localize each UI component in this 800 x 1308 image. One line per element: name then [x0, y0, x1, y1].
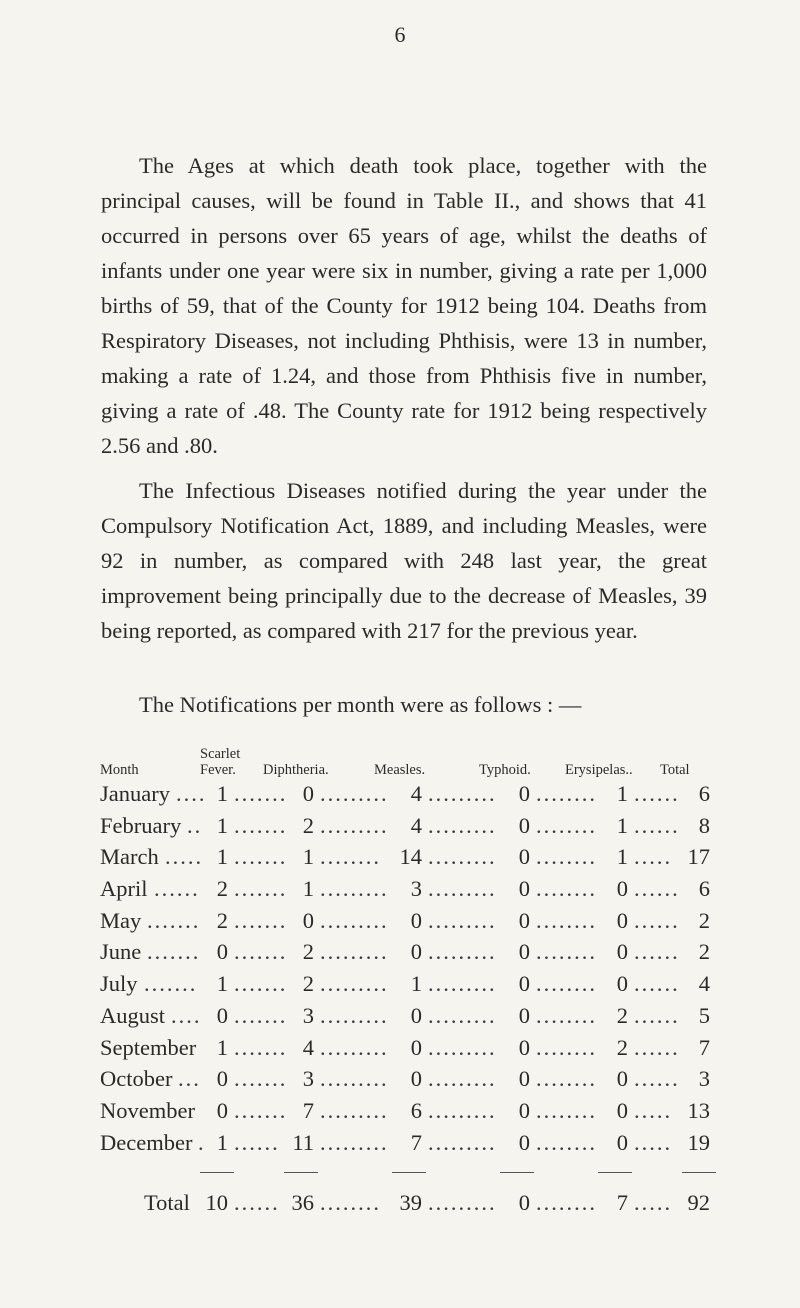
- cell-typhoid: 0: [518, 812, 530, 838]
- cell-total: 3: [698, 1066, 710, 1092]
- cell-scarlet-fever: 1: [216, 1129, 228, 1155]
- leader-dots: .......: [234, 844, 288, 870]
- leader-dots: .......: [147, 907, 201, 933]
- leader-dots: .........: [320, 812, 389, 838]
- header-diphtheria: Diphtheria.: [263, 762, 329, 778]
- leader-dots: .........: [428, 939, 497, 965]
- cell-total: 4: [698, 971, 710, 997]
- total-erysipelas: 7: [616, 1190, 628, 1215]
- cell-diphtheria: 2: [302, 971, 314, 997]
- table-row: [100, 873, 710, 905]
- leader-dots: .........: [428, 1097, 497, 1123]
- leader-dots: .......: [144, 971, 198, 997]
- cell-erysipelas: 2: [616, 1034, 628, 1060]
- leader-dots: .....: [634, 1097, 673, 1123]
- cell-scarlet-fever: 1: [216, 781, 228, 806]
- cell-total: 6: [698, 781, 710, 806]
- leader-dots: ........: [536, 781, 597, 806]
- cell-measles: 14: [399, 844, 422, 870]
- header-measles: Measles.: [374, 762, 426, 778]
- leader-dots: ......: [234, 1190, 280, 1215]
- cell-typhoid: 0: [518, 876, 530, 902]
- leader-dots: .........: [428, 1034, 497, 1060]
- cell-diphtheria: 7: [302, 1097, 314, 1123]
- leader-dots: .....: [634, 844, 673, 870]
- total-diphtheria: 36: [291, 1190, 314, 1215]
- header-typhoid: Typhoid.: [479, 762, 531, 778]
- table-row: [100, 905, 710, 937]
- leader-dots: ......: [634, 1066, 680, 1092]
- table-row: [100, 968, 710, 1000]
- leader-dots: ........: [536, 1190, 597, 1215]
- table-row: [100, 1095, 710, 1127]
- leader-dots: .........: [428, 781, 497, 806]
- leader-dots: .........: [428, 1190, 497, 1215]
- cell-diphtheria: 4: [302, 1034, 314, 1060]
- leader-dots: .......: [234, 812, 288, 838]
- leader-dots: ........: [536, 1097, 597, 1123]
- leader-dots: ..: [187, 812, 203, 838]
- cell-scarlet-fever: 0: [216, 1066, 228, 1092]
- cell-total: 8: [698, 812, 710, 838]
- cell-erysipelas: 0: [616, 1129, 628, 1155]
- cell-total: 19: [687, 1129, 710, 1155]
- leader-dots: ........: [536, 876, 597, 902]
- cell-typhoid: 0: [518, 781, 530, 806]
- cell-typhoid: 0: [518, 1002, 530, 1028]
- row-month: June: [100, 939, 142, 965]
- cell-scarlet-fever: 2: [216, 907, 228, 933]
- cell-measles: 4: [410, 812, 422, 838]
- leader-dots: ........: [536, 844, 597, 870]
- leader-dots: .....: [634, 1129, 673, 1155]
- cell-scarlet-fever: 0: [216, 939, 228, 965]
- cell-diphtheria: 11: [292, 1129, 314, 1155]
- column-rule: [598, 1172, 632, 1173]
- cell-measles: 3: [410, 876, 422, 902]
- leader-dots: ........: [320, 844, 381, 870]
- leader-dots: .......: [234, 781, 288, 806]
- paragraph-infectious-diseases: The Infectious Diseases notified during the year under the Compulsory Notification Act, 1889, and including Measles, were 92 in number, as compared with 248 last year, the great improvement being principally due to the decrease of Measles, 39 being reported, as compared with 217 for the previous year.: [101, 478, 707, 643]
- leader-dots: ......: [234, 1129, 280, 1155]
- leader-dots: .......: [234, 1002, 288, 1028]
- table-row: [100, 778, 710, 810]
- leader-dots: .......: [234, 1066, 288, 1092]
- leader-dots: .....: [634, 1190, 673, 1215]
- header-scarlet-line1: Scarlet: [200, 746, 241, 762]
- leader-dots: .........: [320, 876, 389, 902]
- leader-dots: .........: [428, 971, 497, 997]
- leader-dots: ......: [634, 1002, 680, 1028]
- cell-total: 6: [698, 876, 710, 902]
- leader-dots: ....: [171, 1002, 202, 1028]
- leader-dots: .........: [428, 812, 497, 838]
- cell-erysipelas: 2: [616, 1002, 628, 1028]
- cell-typhoid: 0: [518, 907, 530, 933]
- leader-dots: ........: [536, 1034, 597, 1060]
- cell-diphtheria: 3: [302, 1066, 314, 1092]
- row-month: May: [100, 907, 142, 933]
- cell-scarlet-fever: 1: [216, 1034, 228, 1060]
- paragraph-ages: The Ages at which death took place, together with the principal causes, will be found in Table II., and shows that 41 occurred in persons over 65 years of age, whilst the deaths of infants under one year were six in number, giving a rate per 1,000 births of 59, that of the County for 1912 being 104. Deaths from Respiratory Diseases, not including Phthisis, were 13 in number, making a rate of 1.24, and those from Phthisis five in number, giving a rate of .48. The County rate for 1912 being respectively 2.56 and .80.: [101, 153, 707, 458]
- header-scarlet-line2: Fever.: [200, 762, 236, 778]
- leader-dots: ........: [536, 812, 597, 838]
- cell-diphtheria: 1: [302, 876, 314, 902]
- cell-total: 2: [698, 939, 710, 965]
- cell-measles: 7: [410, 1129, 422, 1155]
- column-rule: [392, 1172, 426, 1173]
- cell-erysipelas: 0: [616, 907, 628, 933]
- leader-dots: ........: [536, 1066, 597, 1092]
- cell-measles: 6: [410, 1097, 422, 1123]
- cell-typhoid: 0: [518, 939, 530, 965]
- leader-dots: .........: [428, 1066, 497, 1092]
- header-erysipelas: Erysipelas..: [565, 762, 633, 778]
- leader-dots: .......: [234, 907, 288, 933]
- cell-measles: 0: [410, 1002, 422, 1028]
- leader-dots: .........: [320, 1097, 389, 1123]
- cell-erysipelas: 1: [616, 781, 628, 806]
- leader-dots: .........: [428, 1002, 497, 1028]
- row-month: April: [100, 876, 148, 902]
- cell-diphtheria: 3: [302, 1002, 314, 1028]
- table-total-row: [100, 1187, 710, 1219]
- leader-dots: ......: [634, 971, 680, 997]
- row-month: August: [100, 1002, 166, 1028]
- cell-typhoid: 0: [518, 971, 530, 997]
- leader-dots: ........: [536, 939, 597, 965]
- cell-erysipelas: 0: [616, 939, 628, 965]
- leader-dots: ......: [154, 876, 200, 902]
- leader-dots: .......: [147, 939, 201, 965]
- page-number: 6: [394, 22, 406, 47]
- row-month: January: [100, 781, 170, 806]
- row-month: November: [100, 1097, 195, 1123]
- cell-scarlet-fever: 1: [216, 844, 228, 870]
- cell-erysipelas: 1: [616, 812, 628, 838]
- cell-typhoid: 0: [518, 1066, 530, 1092]
- leader-dots: .........: [428, 1129, 497, 1155]
- leader-dots: ........: [536, 971, 597, 997]
- leader-dots: .........: [320, 781, 389, 806]
- row-month: December: [100, 1129, 193, 1155]
- cell-diphtheria: 0: [302, 781, 314, 806]
- total-label: Total: [144, 1190, 190, 1215]
- cell-scarlet-fever: 0: [216, 1002, 228, 1028]
- leader-dots: .........: [320, 939, 389, 965]
- leader-dots: .......: [234, 971, 288, 997]
- cell-measles: 0: [410, 1066, 422, 1092]
- row-month: September: [100, 1034, 197, 1060]
- cell-scarlet-fever: 0: [216, 1097, 228, 1123]
- cell-scarlet-fever: 1: [216, 971, 228, 997]
- cell-diphtheria: 2: [302, 812, 314, 838]
- cell-total: 17: [687, 844, 710, 870]
- leader-dots: ........: [536, 1129, 597, 1155]
- column-rule: [500, 1172, 534, 1173]
- cell-measles: 4: [410, 781, 422, 806]
- leader-dots: ...: [178, 1066, 201, 1092]
- table-row: [100, 810, 710, 842]
- cell-measles: 0: [410, 1034, 422, 1060]
- leader-dots: ......: [634, 812, 680, 838]
- leader-dots: .......: [234, 1097, 288, 1123]
- notifications-intro: The Notifications per month were as follows : —: [139, 692, 582, 717]
- row-month: October: [100, 1066, 173, 1092]
- leader-dots: .......: [234, 939, 288, 965]
- leader-dots: .: [198, 1129, 206, 1155]
- cell-total: 7: [698, 1034, 710, 1060]
- cell-erysipelas: 0: [616, 971, 628, 997]
- leader-dots: ......: [634, 907, 680, 933]
- cell-total: 2: [698, 907, 710, 933]
- total-typhoid: 0: [518, 1190, 530, 1215]
- table-row: [100, 1000, 710, 1032]
- cell-erysipelas: 0: [616, 876, 628, 902]
- leader-dots: .........: [428, 844, 497, 870]
- leader-dots: .........: [320, 1129, 389, 1155]
- cell-erysipelas: 0: [616, 1066, 628, 1092]
- cell-scarlet-fever: 1: [216, 812, 228, 838]
- cell-typhoid: 0: [518, 1129, 530, 1155]
- leader-dots: .........: [320, 1066, 389, 1092]
- cell-measles: 1: [410, 971, 422, 997]
- leader-dots: .........: [320, 1002, 389, 1028]
- table-row: [100, 841, 710, 873]
- table-row: [100, 1063, 710, 1095]
- cell-typhoid: 0: [518, 1097, 530, 1123]
- total-total: 92: [687, 1190, 710, 1215]
- row-month: March: [100, 844, 159, 870]
- total-separator-rules: [100, 1172, 710, 1176]
- cell-total: 13: [687, 1097, 710, 1123]
- cell-erysipelas: 1: [616, 844, 628, 870]
- row-month: July: [100, 971, 138, 997]
- leader-dots: .........: [428, 907, 497, 933]
- leader-dots: .........: [320, 971, 389, 997]
- table-row: [100, 1032, 710, 1064]
- cell-erysipelas: 0: [616, 1097, 628, 1123]
- cell-measles: 0: [410, 907, 422, 933]
- cell-total: 5: [698, 1002, 710, 1028]
- cell-scarlet-fever: 2: [216, 876, 228, 902]
- leader-dots: ......: [634, 781, 680, 806]
- cell-diphtheria: 0: [302, 907, 314, 933]
- cell-typhoid: 0: [518, 1034, 530, 1060]
- cell-diphtheria: 1: [302, 844, 314, 870]
- table-row: [100, 936, 710, 968]
- header-month: Month: [100, 762, 139, 778]
- total-scarlet-fever: 10: [205, 1190, 228, 1215]
- column-rule: [200, 1172, 234, 1173]
- leader-dots: ......: [634, 876, 680, 902]
- leader-dots: .......: [234, 1034, 288, 1060]
- leader-dots: ....: [176, 781, 207, 806]
- leader-dots: ........: [320, 1190, 381, 1215]
- cell-diphtheria: 2: [302, 939, 314, 965]
- row-month: February: [100, 812, 182, 838]
- column-rule: [682, 1172, 716, 1173]
- leader-dots: ......: [634, 939, 680, 965]
- leader-dots: .....: [165, 844, 204, 870]
- leader-dots: ......: [634, 1034, 680, 1060]
- leader-dots: .........: [320, 907, 389, 933]
- cell-typhoid: 0: [518, 844, 530, 870]
- leader-dots: ........: [536, 1002, 597, 1028]
- column-rule: [284, 1172, 318, 1173]
- total-measles: 39: [399, 1190, 422, 1215]
- leader-dots: ........: [536, 907, 597, 933]
- leader-dots: .........: [428, 876, 497, 902]
- notifications-table-body: [100, 778, 710, 1158]
- leader-dots: .......: [234, 876, 288, 902]
- table-row: [100, 1127, 710, 1159]
- cell-measles: 0: [410, 939, 422, 965]
- header-total: Total: [660, 762, 690, 778]
- leader-dots: .........: [320, 1034, 389, 1060]
